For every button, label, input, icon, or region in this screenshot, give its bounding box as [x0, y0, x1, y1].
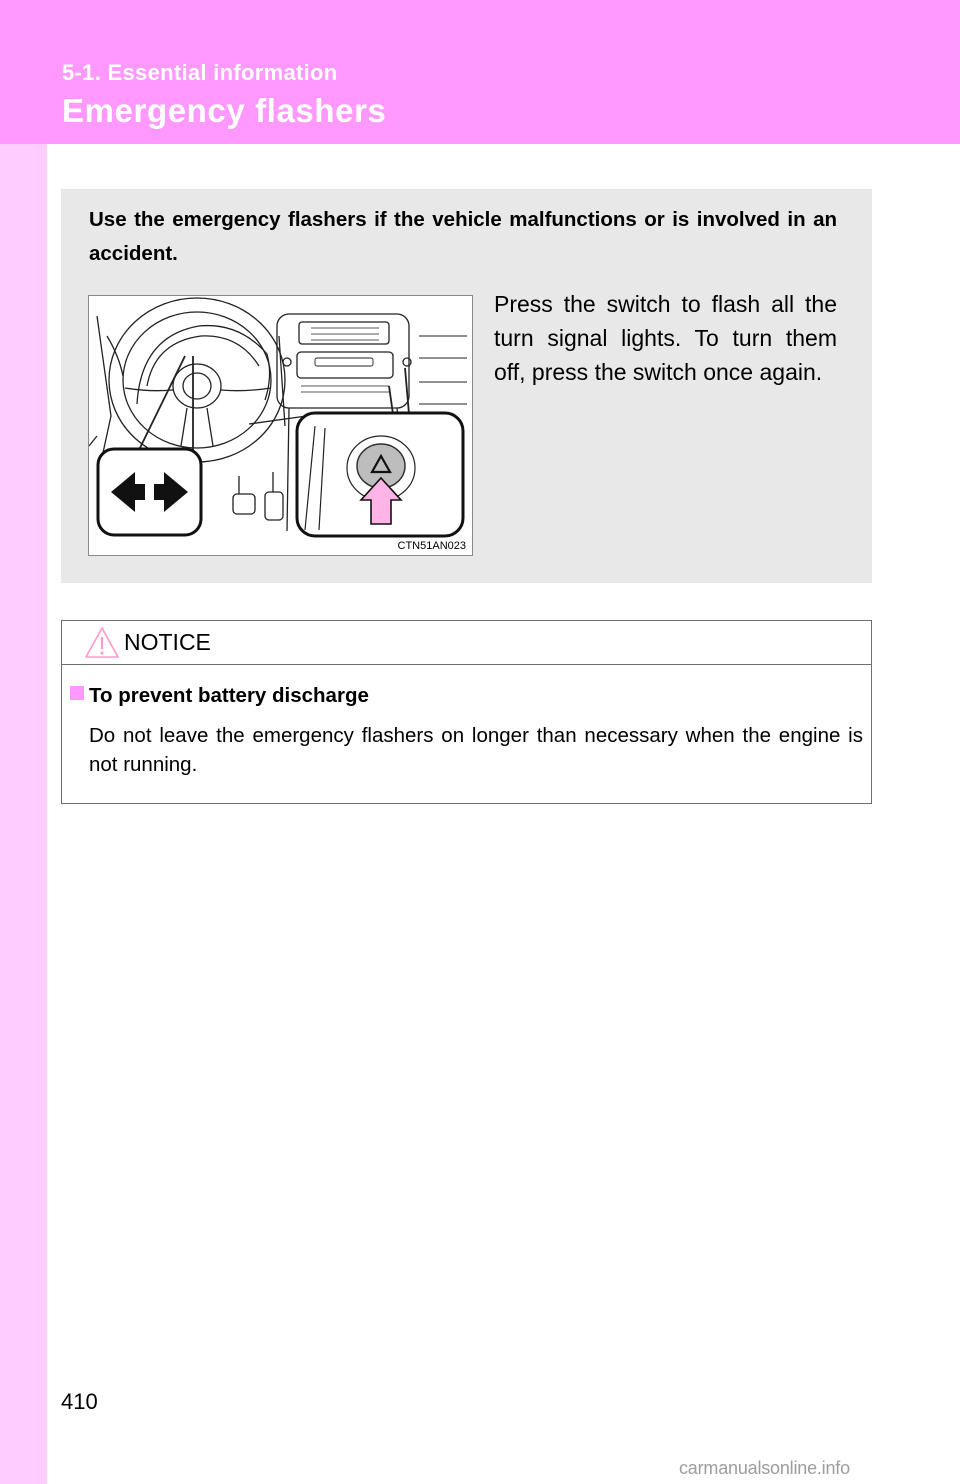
page-number: 410: [61, 1389, 98, 1414]
page-title: Emergency flashers: [62, 92, 387, 129]
figure-code: CTN51AN023: [397, 540, 466, 552]
notice-body: Do not leave the emergency flashers on longer than necessary when the engine is not running.: [89, 724, 863, 776]
intro-panel: [61, 189, 872, 583]
notice-subheading: To prevent battery discharge: [89, 684, 369, 707]
instruction-text: Press the switch to flash all the turn signal lights. To turn them off, press the switch once again.: [494, 291, 837, 385]
notice-title: NOTICE: [124, 629, 211, 655]
warning-triangle-icon: [84, 626, 120, 660]
dashboard-drawing: [89, 296, 474, 557]
site-watermark: carmanualsonline.info: [679, 1458, 850, 1478]
instrument-cluster-line: [147, 336, 259, 386]
notice-header: [62, 621, 871, 665]
section-label: 5-1. Essential information: [62, 60, 338, 85]
steering-wheel-icon: [109, 298, 285, 462]
dashboard-illustration: [88, 295, 473, 556]
notice-box: [61, 620, 872, 804]
square-bullet-icon: [70, 686, 84, 700]
page-side-stripe: [0, 0, 47, 1484]
intro-text: Use the emergency flashers if the vehicle malfunctions or is involved in an accident.: [89, 208, 837, 265]
